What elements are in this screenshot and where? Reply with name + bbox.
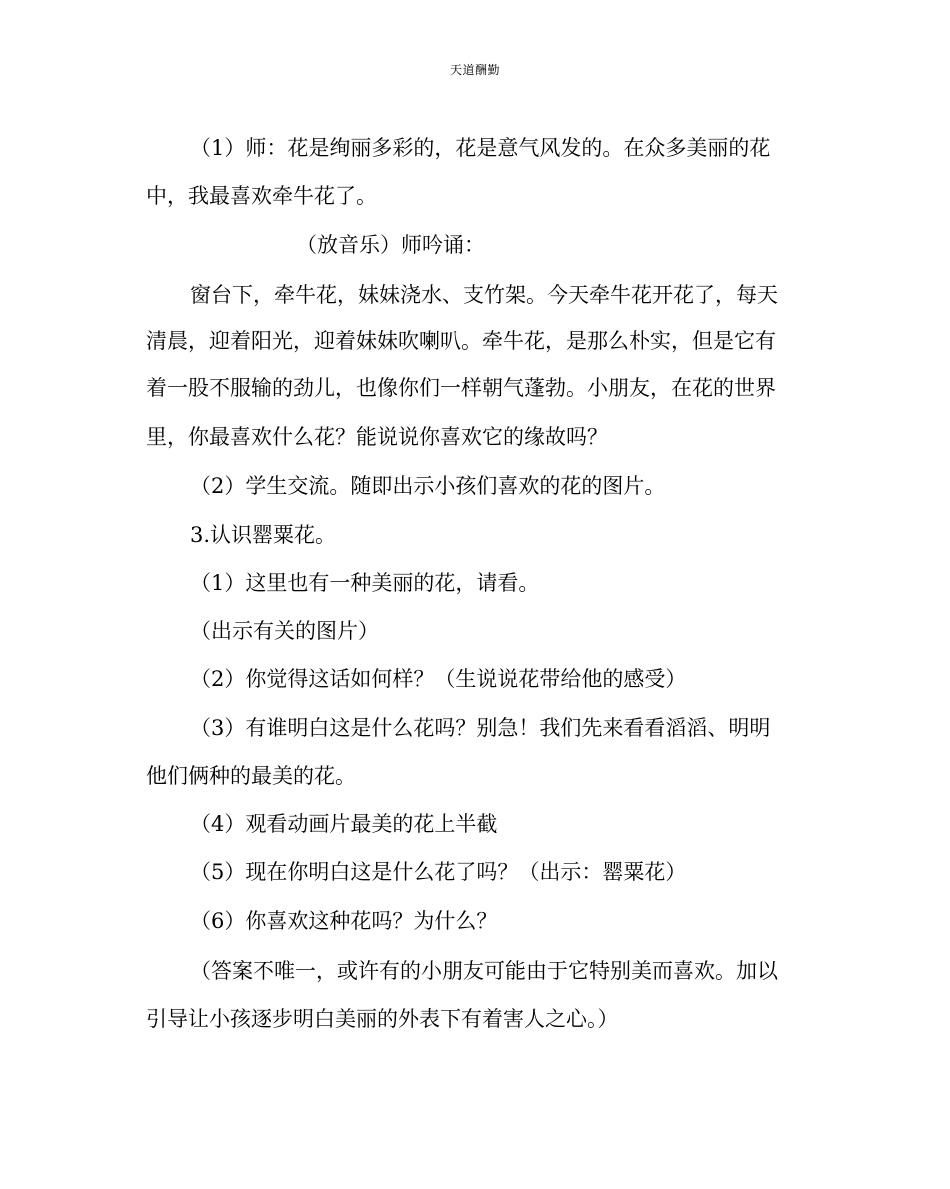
paragraph-line: （5）现在你明白这是什么花了吗？（出示：罂粟花）: [190, 860, 687, 884]
paragraph-line: （出示有关的图片）: [190, 619, 379, 643]
paragraph-line: （3）有谁明白这是什么花吗？别急！我们先来看看滔滔、明明: [190, 716, 771, 740]
paragraph-line: （1）师：花是绚丽多彩的，花是意气风发的。在众多美丽的花: [190, 136, 771, 160]
paragraph-line: （放音乐）师吟诵：: [296, 233, 485, 257]
paragraph-line: （1）这里也有一种美丽的花，请看。: [190, 571, 540, 595]
paragraph-line: 窗台下，牵牛花，妹妹浇水、支竹架。今天牵牛花开花了，每天: [190, 283, 778, 307]
paragraph-line: 清晨，迎着阳光，迎着妹妹吹喇叭。牵牛花，是那么朴实，但是它有: [146, 329, 776, 353]
paragraph-line: （6）你喜欢这种花吗？为什么？: [190, 909, 498, 933]
paragraph-line: （4）观看动画片最美的花上半截: [190, 812, 498, 836]
page-header: 天道酬勤: [449, 63, 500, 77]
paragraph-line: （答案不唯一，或许有的小朋友可能由于它特别美而喜欢。加以: [190, 959, 778, 983]
paragraph-line: （2）你觉得这话如何样？（生说说花带给他的感受）: [190, 667, 687, 691]
paragraph-line: 3.认识罂粟花。: [190, 523, 337, 547]
paragraph-line: 中，我最喜欢牵牛花了。: [146, 184, 377, 208]
paragraph-line: 里，你最喜欢什么花？能说说你喜欢它的缘故吗？: [146, 425, 608, 449]
paragraph-line: 他们俩种的最美的花。: [146, 764, 356, 788]
paragraph-line: 着一股不服输的劲儿，也像你们一样朝气蓬勃。小朋友，在花的世界: [146, 376, 776, 400]
paragraph-line: 引导让小孩逐步明白美丽的外表下有着害人之心。）: [146, 1007, 619, 1031]
paragraph-line: （2）学生交流。随即出示小孩们喜欢的花的图片。: [190, 474, 666, 498]
